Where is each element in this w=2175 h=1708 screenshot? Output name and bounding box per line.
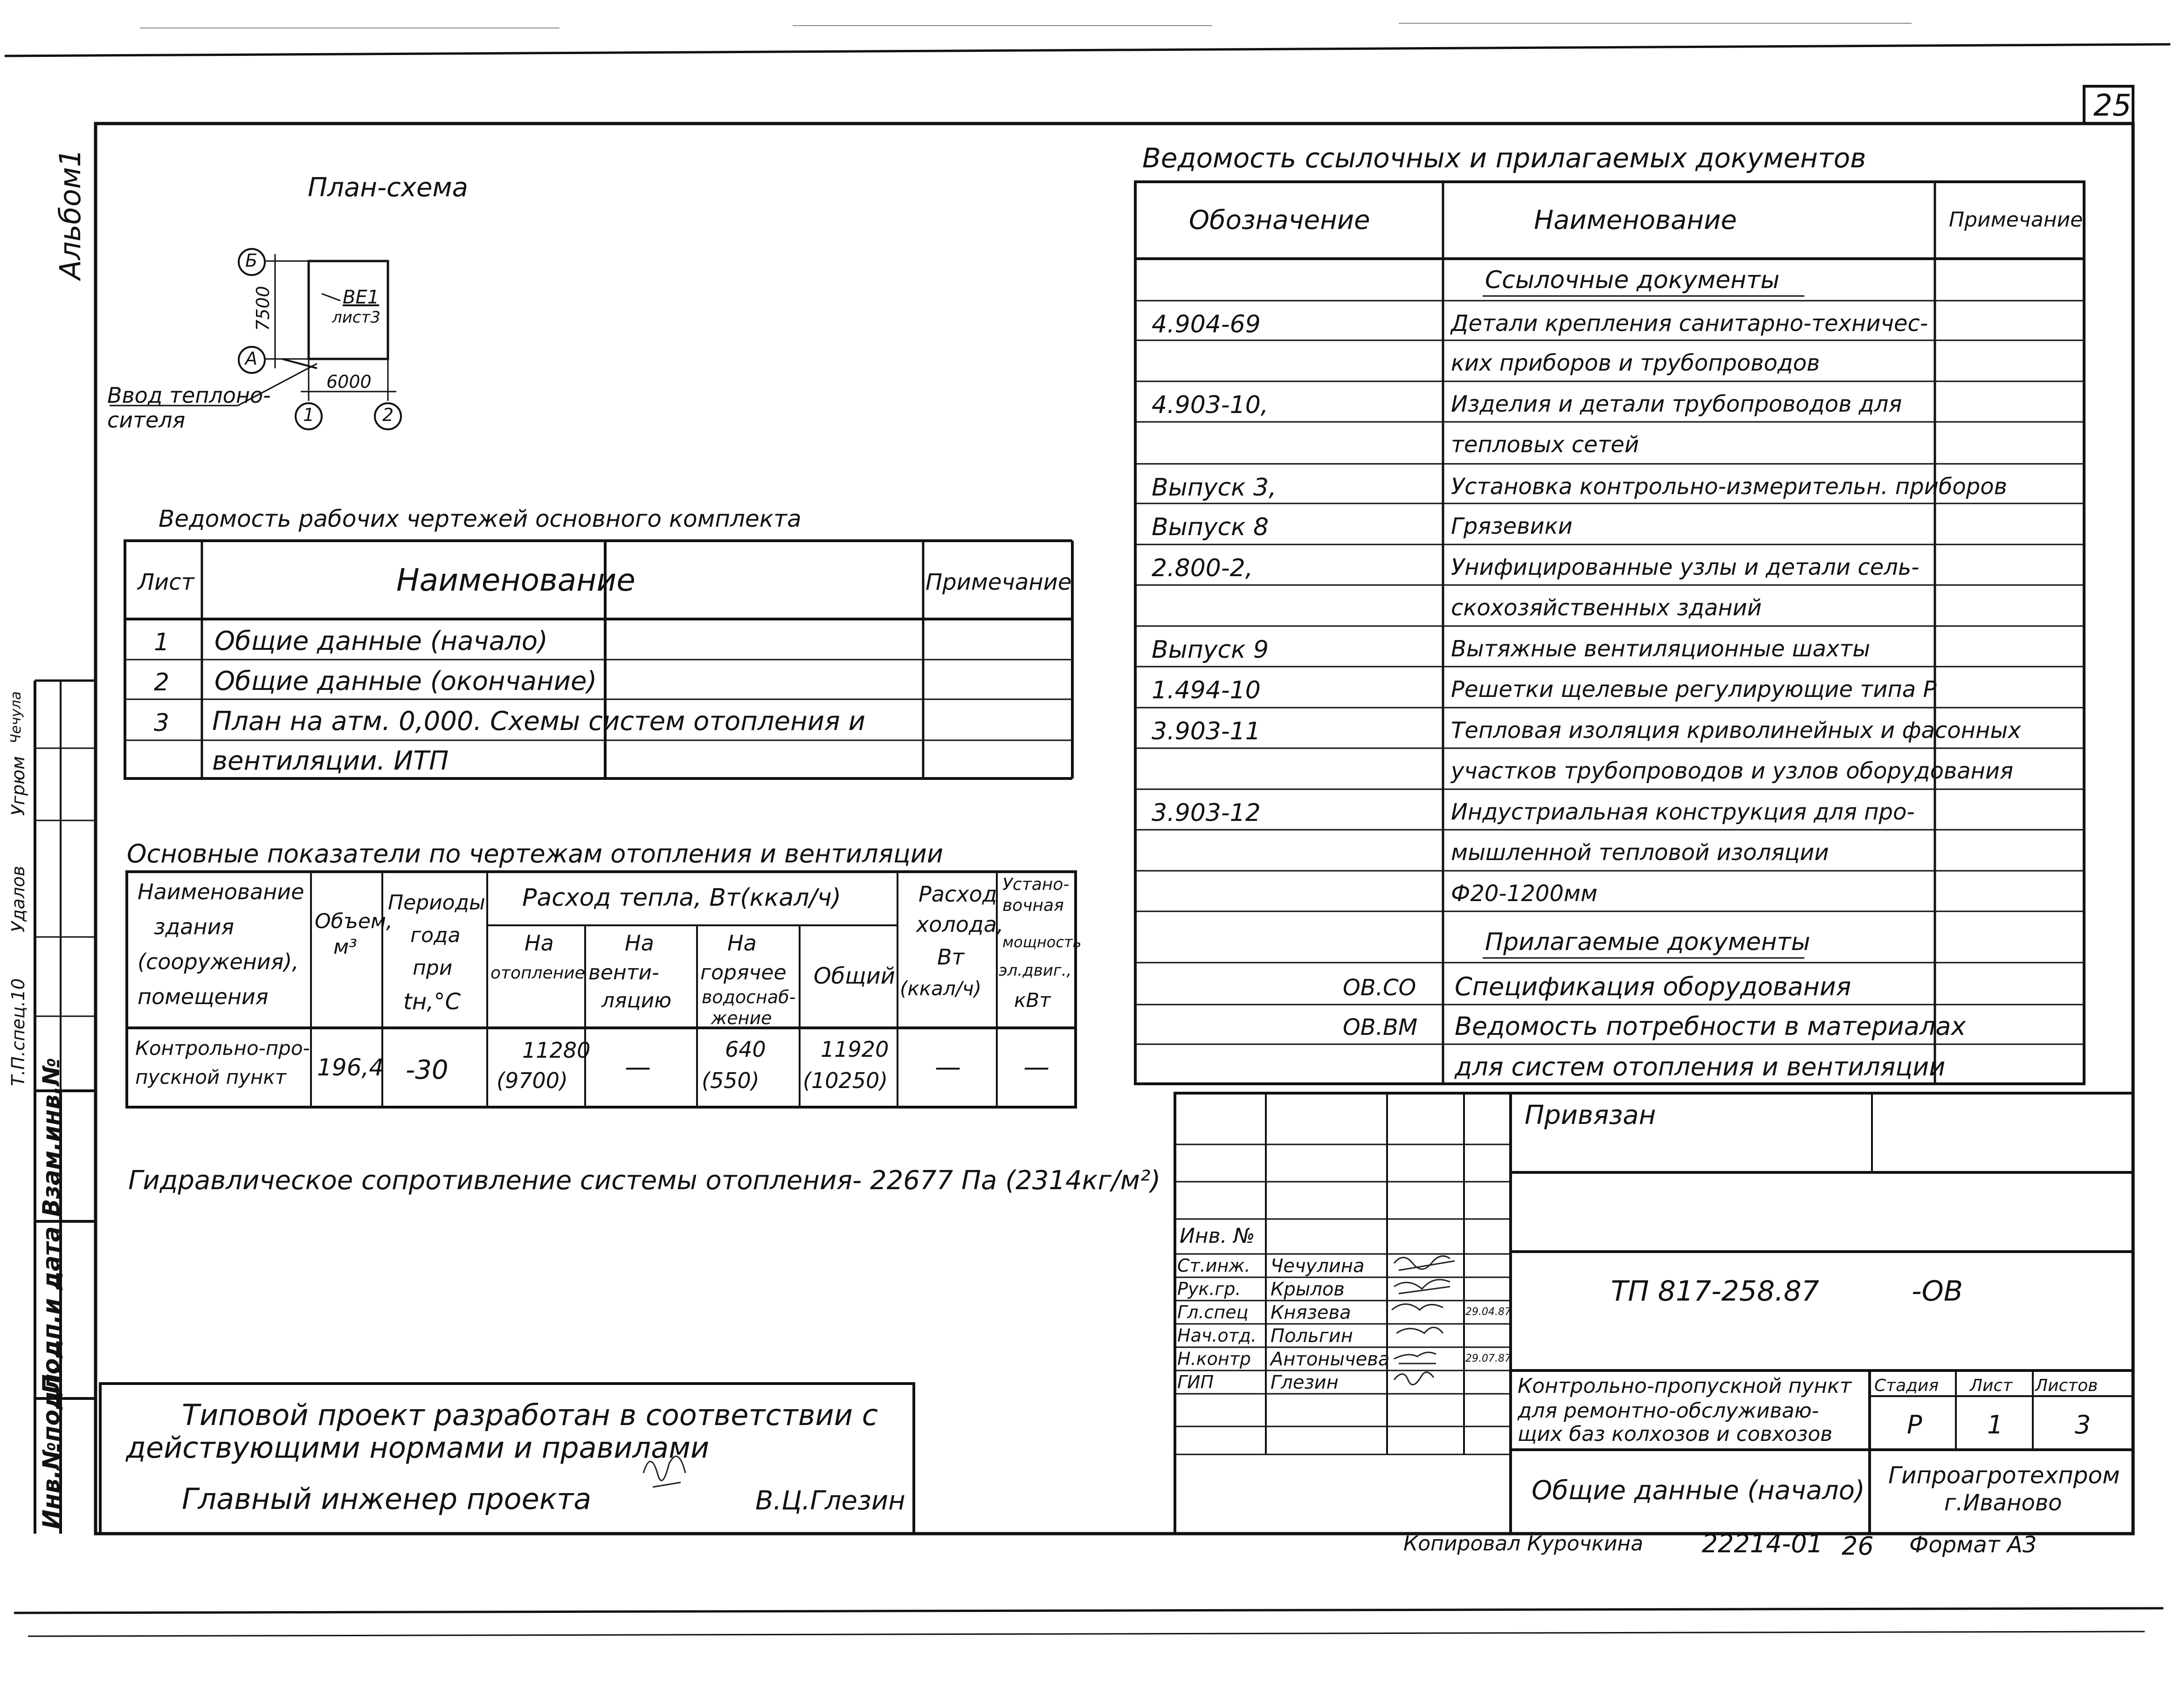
ref-header-code: Обозначение [1189, 205, 1370, 235]
ind-row-heating-2: (9700) [497, 1068, 568, 1093]
tb-role-name: Князева [1270, 1302, 1351, 1323]
plan-inlet-line1: Ввод теплоно- [107, 383, 271, 408]
tb-role-label: ГИП [1177, 1372, 1214, 1392]
resistance-note: Гидравлическое сопротивление системы отопления- 22677 Па (2314кг/м²) [128, 1165, 1161, 1196]
plan-dim-horizontal: 6000 [326, 372, 372, 392]
ind-h-power-1: Устано- [1002, 875, 1070, 894]
wd-header-sheet: Лист [138, 569, 194, 595]
ref-att-2-code: ОВ.ВМ [1343, 1014, 1418, 1040]
ind-h-heating-2: отопление [490, 964, 585, 983]
wd-row-3-sheet: 3 [154, 709, 170, 737]
tb-sheets: 3 [2075, 1410, 2091, 1439]
tb-role-label: Нач.отд. [1177, 1325, 1257, 1346]
footer-copied: Копировал Курочкина [1403, 1532, 1643, 1556]
ind-row-cold: — [935, 1052, 961, 1082]
strip-inv-podl: Инв.№подл. [38, 1364, 65, 1529]
ind-row-name-2: пускной пункт [135, 1066, 287, 1088]
ref-row-name: Вытяжные вентиляционные шахты [1451, 636, 1871, 662]
ind-h-vent-1: На [625, 930, 654, 956]
wd-row-1-sheet: 1 [154, 628, 170, 656]
ind-row-power: — [1023, 1052, 1050, 1082]
ref-row-name: Изделия и детали трубопроводов для [1451, 391, 1902, 417]
tb-object-2: для ремонтно-обслуживаю- [1518, 1399, 1819, 1423]
ind-h-hotwater-1: На [727, 930, 757, 956]
tb-suffix: -ОВ [1912, 1275, 1963, 1308]
ind-h-total: Общий [814, 963, 895, 989]
ref-row-name: Унифицированные узлы и детали сель- [1451, 554, 1920, 580]
ind-h-name-4: помещения [138, 984, 269, 1009]
plan-room-mark: ВЕ1 [343, 287, 380, 308]
strip-vzam-inv: Взам.инв.№ [38, 1057, 65, 1217]
ind-h-cold-4: (ккал/ч) [900, 977, 982, 1000]
ref-row-name: Ф20-1200мм [1451, 881, 1598, 907]
ref-row-code: Выпуск 9 [1152, 636, 1269, 664]
ind-h-periods-2: года [410, 923, 461, 947]
ref-row-name: ких приборов и трубопроводов [1451, 350, 1820, 376]
typical-note-signer: В.Ц.Глезин [755, 1486, 905, 1516]
typical-note-line1: Типовой проект разработан в соответствии с [182, 1398, 878, 1432]
ind-h-periods-1: Периоды [388, 891, 485, 915]
album-label: Альбом1 [53, 149, 87, 280]
ref-row-code: 2.800-2, [1152, 554, 1253, 582]
tb-role-label: Гл.спец [1177, 1302, 1249, 1322]
strip-small-2: Удалов [8, 866, 28, 932]
ind-h-cold-1: Расход [918, 882, 997, 907]
ref-row-code: Выпуск 3, [1152, 474, 1277, 502]
ind-h-cold-3: Вт [937, 944, 965, 970]
ind-row-period: -30 [406, 1055, 449, 1085]
plan-axis-b: Б [245, 250, 258, 271]
ind-h-volume-2: м³ [333, 935, 357, 959]
tb-object-3: щих баз колхозов и совхозов [1518, 1422, 1833, 1446]
tb-role-label: Ст.инж. [1177, 1255, 1250, 1276]
ind-row-vent: — [625, 1052, 651, 1082]
ind-h-vent-3: ляцию [601, 989, 672, 1012]
wd-row-2-sheet: 2 [154, 668, 170, 696]
ind-h-periods-3: при [413, 956, 453, 980]
strip-small-1: Т.П.спец.10 [8, 978, 28, 1086]
plan-room-sheet: лист3 [332, 308, 380, 327]
tb-stage-header: Стадия [1874, 1376, 1939, 1395]
ref-row-name: тепловых сетей [1451, 432, 1639, 458]
ref-section-referenced: Ссылочные документы [1485, 266, 1780, 294]
tb-role-name: Чечулина [1270, 1255, 1365, 1277]
tb-org-1: Гипроагротехпром [1888, 1462, 2120, 1489]
typical-note-line3: Главный инженер проекта [182, 1482, 592, 1516]
ref-row-code: 4.904-69 [1152, 310, 1261, 338]
ind-h-periods-4: tн,°С [403, 989, 461, 1015]
tb-sheets-header: Листов [2035, 1376, 2098, 1395]
tb-role-name: Глезин [1270, 1372, 1339, 1393]
strip-small-4: Чечула [8, 691, 24, 744]
ind-h-hotwater-4: жение [711, 1008, 772, 1028]
ind-row-hotwater-2: (550) [702, 1068, 760, 1093]
ref-row-name: скохозяйственных зданий [1451, 595, 1762, 621]
ref-row-name: Тепловая изоляция криволинейных и фасонных [1451, 717, 2021, 744]
ind-h-hotwater-3: водоснаб- [702, 987, 796, 1007]
footer-num2: 26 [1842, 1531, 1874, 1561]
ref-att-3-name: для систем отопления и вентиляции [1455, 1052, 1946, 1081]
ref-row-name: Решетки щелевые регулирующие типа Р [1451, 676, 1937, 702]
plan-dim-vertical: 7500 [253, 286, 273, 331]
tb-org-2: г.Иваново [1944, 1490, 2062, 1516]
ind-row-total-1: 11920 [821, 1037, 889, 1062]
typical-note-line2: действующими нормами и правилами [126, 1431, 710, 1465]
ref-row-code: 4.903-10, [1152, 391, 1269, 419]
ind-h-heating-1: На [525, 930, 554, 956]
ref-row-code: 3.903-11 [1152, 717, 1261, 745]
ind-h-vent-2: венти- [588, 961, 659, 985]
ind-h-name-1: Наименование [138, 879, 304, 904]
tb-role-date: 29.07.87 [1465, 1353, 1511, 1364]
wd-header-name: Наименование [396, 562, 635, 598]
ref-section-attached: Прилагаемые документы [1485, 928, 1810, 956]
ind-h-name-3: (сооружения), [138, 949, 299, 974]
tb-doc-title: Общие данные (начало) [1532, 1475, 1865, 1506]
ind-h-heat: Расход тепла, Вт(ккал/ч) [522, 884, 842, 912]
strip-small-3: Угрюм [8, 756, 28, 816]
ref-header-note: Примечание [1949, 208, 2083, 232]
ref-row-name: Индустриальная конструкция для про- [1451, 799, 1915, 825]
wd-row-1-name: Общие данные (начало) [214, 626, 548, 656]
working-drawings-title: Ведомость рабочих чертежей основного комплекта [159, 505, 801, 532]
ind-h-power-4: эл.двиг., [999, 961, 1072, 980]
tb-object-1: Контрольно-пропускной пункт [1518, 1374, 1852, 1398]
ref-att-2-name: Ведомость потребности в материалах [1455, 1012, 1966, 1041]
ind-h-power-2: вочная [1002, 896, 1064, 915]
footer-format: Формат А3 [1909, 1532, 2037, 1558]
ind-h-hotwater-2: горячее [700, 961, 787, 985]
tb-sheet-header: Лист [1970, 1376, 2013, 1395]
ind-h-power-3: мощность [1002, 933, 1082, 951]
references-title: Ведомость ссылочных и прилагаемых документов [1142, 142, 1866, 174]
ref-row-name: участков трубопроводов и узлов оборудования [1451, 758, 2014, 784]
wd-row-2-name: Общие данные (окончание) [214, 666, 597, 696]
ind-row-volume: 196,4 [317, 1054, 384, 1081]
strip-podp-data: Подп.и дата [38, 1226, 65, 1394]
ref-row-code: Выпуск 8 [1152, 513, 1269, 541]
tb-code: ТП 817-258.87 [1611, 1275, 1819, 1308]
footer-number: 22214-01 [1702, 1529, 1823, 1558]
ref-row-code: 1.494-10 [1152, 676, 1261, 704]
tb-role-date: 29.04.87 [1465, 1306, 1511, 1318]
ref-row-name: Детали крепления санитарно-техничес- [1451, 310, 1928, 337]
plan-axis-1: 1 [303, 405, 315, 425]
ref-att-1-name: Спецификация оборудования [1455, 972, 1851, 1001]
tb-privyazan: Привязан [1525, 1100, 1656, 1130]
ind-row-hotwater-1: 640 [725, 1037, 766, 1062]
plan-axis-a: А [245, 348, 257, 369]
wd-header-note: Примечание [925, 569, 1072, 595]
ref-row-code: 3.903-12 [1152, 799, 1261, 827]
tb-role-name: Антонычева [1270, 1349, 1390, 1370]
plan-inlet-line2: сителя [107, 407, 186, 433]
ref-att-1-code: ОВ.СО [1343, 975, 1416, 1001]
ref-row-name: мышленной тепловой изоляции [1451, 840, 1829, 866]
ref-row-name: Грязевики [1451, 513, 1573, 539]
tb-sheet: 1 [1987, 1410, 2003, 1439]
ind-h-name-2: здания [154, 914, 235, 939]
sheet-number: 25 [2093, 89, 2132, 123]
tb-inv-no: Инв. № [1180, 1224, 1255, 1248]
plan-title: План-схема [308, 172, 468, 203]
ind-h-cold-2: холода, [916, 912, 1004, 937]
ind-row-total-2: (10250) [803, 1068, 888, 1093]
indicators-title: Основные показатели по чертежам отопления и вентиляции [127, 839, 943, 868]
wd-row-4-name: вентиляции. ИТП [212, 746, 449, 776]
ind-row-name-1: Контрольно-про- [135, 1037, 310, 1060]
tb-role-label: Н.контр [1177, 1349, 1251, 1369]
ind-h-power-5: кВт [1014, 989, 1051, 1012]
ind-h-volume-1: Объем, [315, 909, 393, 933]
ref-row-name: Установка контрольно-измерительн. приборов [1451, 474, 2007, 500]
tb-role-name: Крылов [1270, 1279, 1345, 1300]
tb-stage: Р [1907, 1410, 1922, 1439]
ref-header-name: Наименование [1534, 205, 1737, 235]
tb-role-label: Рук.гр. [1177, 1279, 1241, 1299]
tb-role-name: Польгин [1270, 1325, 1353, 1347]
ind-row-heating-1: 11280 [522, 1038, 591, 1063]
wd-row-3-name: План на атм. 0,000. Схемы систем отопления и [212, 706, 866, 737]
plan-axis-2: 2 [382, 405, 394, 425]
